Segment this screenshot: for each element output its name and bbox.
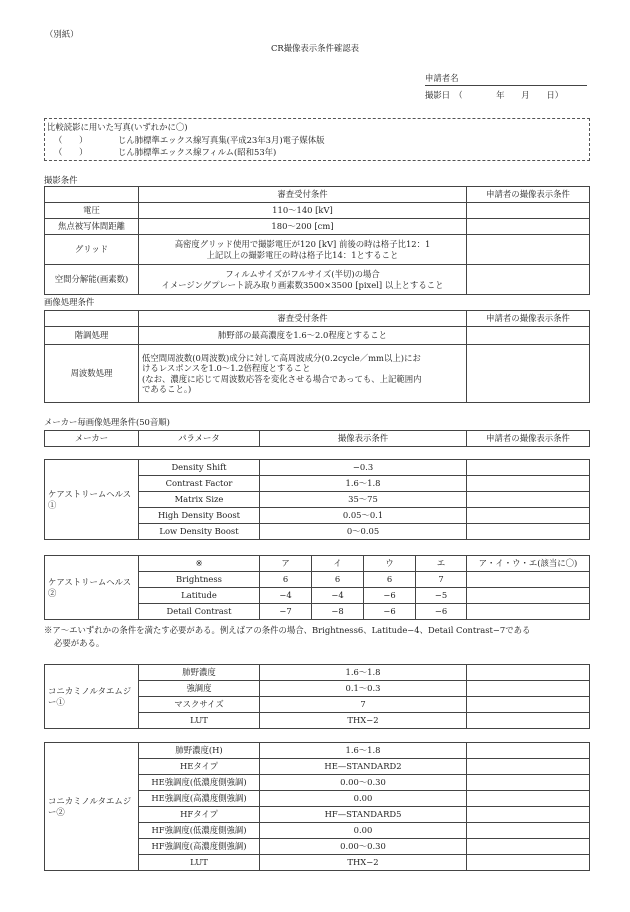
imaging-conditions-table bbox=[44, 186, 590, 295]
header-maker: メーカー bbox=[45, 431, 139, 447]
row-label: 電圧 bbox=[45, 203, 139, 219]
applicant-value-cell[interactable] bbox=[467, 524, 590, 540]
table-row bbox=[45, 460, 590, 476]
applicant-value-cell[interactable] bbox=[467, 665, 590, 681]
parameter-value: 0.00〜0.30 bbox=[260, 775, 467, 791]
parameter-name: LUT bbox=[139, 855, 260, 871]
maker-header-table bbox=[44, 430, 590, 447]
parameter-value: 1.6〜1.8 bbox=[260, 743, 467, 759]
maker-name: コニカミノルタエムジー① bbox=[45, 665, 139, 729]
applicant-name-label: 申請者名 bbox=[425, 73, 459, 83]
carestream-1-table bbox=[44, 459, 590, 540]
condition-text: 110〜140 [kV] bbox=[139, 203, 467, 219]
carestream-2-note: ※ア〜エいずれかの条件を満たす必要がある。例えばアの条件の場合、Brightness6、Latitude−4、Detail Contrast−7である bbox=[44, 625, 531, 635]
header-acceptance-condition: 審査受付条件 bbox=[139, 187, 467, 203]
table-row bbox=[45, 665, 590, 681]
header-display-condition: 撮像表示条件 bbox=[260, 431, 467, 447]
parameter-name: Latitude bbox=[139, 588, 260, 604]
table-row bbox=[45, 203, 590, 219]
applicant-value-cell[interactable] bbox=[467, 855, 590, 871]
parameter-value: 0.05〜0.1 bbox=[260, 508, 467, 524]
condition-cell bbox=[139, 345, 467, 403]
parameter-name: Contrast Factor bbox=[139, 476, 260, 492]
applicant-value-cell[interactable] bbox=[467, 572, 590, 588]
applicant-value-cell[interactable] bbox=[467, 839, 590, 855]
applicant-value-cell[interactable] bbox=[467, 697, 590, 713]
applicant-value-cell[interactable] bbox=[467, 265, 590, 295]
table-row bbox=[45, 235, 590, 265]
option-u-value: 6 bbox=[364, 572, 416, 588]
comparison-option-1-text: じん肺標準エックス線写真集(平成23年3月)電子媒体版 bbox=[118, 135, 325, 145]
header-applicant-condition: 申請者の撮像表示条件 bbox=[467, 311, 590, 327]
row-label: 階調処理 bbox=[45, 327, 139, 345]
comparison-option-1-paren: （ ） bbox=[54, 135, 88, 145]
option-i-value: −4 bbox=[312, 588, 364, 604]
applicant-value-cell[interactable] bbox=[467, 791, 590, 807]
header-note-mark: ※ bbox=[139, 556, 260, 572]
parameter-value: 1.6〜1.8 bbox=[260, 665, 467, 681]
konica-1-table bbox=[44, 664, 590, 729]
applicant-value-cell[interactable] bbox=[467, 823, 590, 839]
header-blank bbox=[45, 187, 139, 203]
parameter-name: Detail Contrast bbox=[139, 604, 260, 620]
option-i-value: 6 bbox=[312, 572, 364, 588]
comparison-option-2-paren: （ ） bbox=[54, 147, 88, 157]
parameter-name: HE強調度(高濃度側強調) bbox=[139, 791, 260, 807]
parameter-name: LUT bbox=[139, 713, 260, 729]
maker-section-title: メーカー毎画像処理条件(50音順) bbox=[44, 417, 170, 427]
parameter-value: −0.3 bbox=[260, 460, 467, 476]
applicant-value-cell[interactable] bbox=[467, 203, 590, 219]
parameter-name: Matrix Size bbox=[139, 492, 260, 508]
row-label: 空間分解能(画素数) bbox=[45, 265, 139, 295]
table-row bbox=[45, 265, 590, 295]
applicant-value-cell[interactable] bbox=[467, 327, 590, 345]
parameter-value: 35〜75 bbox=[260, 492, 467, 508]
parameter-name: Density Shift bbox=[139, 460, 260, 476]
condition-line: であること。) bbox=[142, 384, 192, 394]
parameter-value: 0.00 bbox=[260, 791, 467, 807]
table-header-row bbox=[45, 311, 590, 327]
parameter-value: 7 bbox=[260, 697, 467, 713]
applicant-value-cell[interactable] bbox=[467, 759, 590, 775]
applicant-value-cell[interactable] bbox=[467, 476, 590, 492]
carestream-2-note-continued: 必要がある。 bbox=[54, 638, 105, 648]
parameter-name: 肺野濃度 bbox=[139, 665, 260, 681]
parameter-value: HE—STANDARD2 bbox=[260, 759, 467, 775]
header-applicant-condition: 申請者の撮像表示条件 bbox=[467, 431, 590, 447]
parameter-value: THX−2 bbox=[260, 855, 467, 871]
option-e-value: 7 bbox=[416, 572, 467, 588]
parameter-value: THX−2 bbox=[260, 713, 467, 729]
maker-name: ケアストリームヘルス② bbox=[45, 556, 139, 620]
capture-date-label: 撮影日 （ 年 月 日） bbox=[425, 90, 564, 100]
condition-text: 180〜200 [cm] bbox=[139, 219, 467, 235]
table-row bbox=[45, 743, 590, 759]
processing-conditions-table bbox=[44, 310, 590, 403]
table-row bbox=[45, 327, 590, 345]
page-title: CR撮像表示条件確認表 bbox=[270, 43, 360, 53]
attachment-label: （別紙） bbox=[45, 29, 79, 39]
header-acceptance-condition: 審査受付条件 bbox=[139, 311, 467, 327]
maker-name: ケアストリームヘルス① bbox=[45, 460, 139, 540]
applicant-name-field bbox=[425, 72, 587, 86]
condition-cell bbox=[139, 235, 467, 265]
comparison-option-2-text: じん肺標準エックス線フィルム(昭和53年) bbox=[118, 147, 277, 157]
header-option-select: ア・イ・ウ・エ(該当に〇) bbox=[467, 556, 590, 572]
condition-line: イメージングプレート読み取り画素数3500×3500 [pixel] 以上とすること bbox=[161, 279, 444, 290]
option-a-value: −7 bbox=[260, 604, 312, 620]
applicant-value-cell[interactable] bbox=[467, 743, 590, 759]
condition-line: 高密度グリッド使用で撮影電圧が120 [kV] 前後の時は格子比12：1 bbox=[174, 239, 431, 249]
applicant-value-cell[interactable] bbox=[467, 775, 590, 791]
parameter-value: 0.1〜0.3 bbox=[260, 681, 467, 697]
header-parameter: パラメータ bbox=[139, 431, 260, 447]
applicant-value-cell[interactable] bbox=[467, 807, 590, 823]
parameter-value: 1.6〜1.8 bbox=[260, 476, 467, 492]
header-option-e: エ bbox=[416, 556, 467, 572]
applicant-value-cell[interactable] bbox=[467, 588, 590, 604]
parameter-value: 0.00〜0.30 bbox=[260, 839, 467, 855]
imaging-section-title: 撮影条件 bbox=[44, 175, 78, 185]
applicant-value-cell[interactable] bbox=[467, 508, 590, 524]
parameter-name: HF強調度(低濃度側強調) bbox=[139, 823, 260, 839]
row-label: グリッド bbox=[45, 235, 139, 265]
comparison-heading: 比較読影に用いた写真(いずれかに〇) bbox=[47, 122, 188, 132]
condition-cell bbox=[139, 265, 467, 295]
carestream-2-table bbox=[44, 555, 590, 620]
maker-name: コニカミノルタエムジー② bbox=[45, 743, 139, 871]
applicant-value-cell[interactable] bbox=[467, 713, 590, 729]
option-a-value: 6 bbox=[260, 572, 312, 588]
parameter-name: HF強調度(高濃度側強調) bbox=[139, 839, 260, 855]
applicant-value-cell[interactable] bbox=[467, 492, 590, 508]
applicant-value-cell[interactable] bbox=[467, 345, 590, 403]
option-a-value: −4 bbox=[260, 588, 312, 604]
condition-line: フィルムサイズがフルサイズ(半切)の場合 bbox=[225, 269, 380, 279]
table-row bbox=[45, 219, 590, 235]
parameter-name: HE強調度(低濃度側強調) bbox=[139, 775, 260, 791]
table-row bbox=[45, 345, 590, 403]
applicant-value-cell[interactable] bbox=[467, 219, 590, 235]
table-header-row bbox=[45, 431, 590, 447]
condition-line: 上記以上の撮影電圧の時は格子比14：1とすること bbox=[206, 249, 399, 260]
option-i-value: −8 bbox=[312, 604, 364, 620]
parameter-name: Brightness bbox=[139, 572, 260, 588]
option-u-value: −6 bbox=[364, 604, 416, 620]
konica-2-table bbox=[44, 742, 590, 871]
parameter-name: High Density Boost bbox=[139, 508, 260, 524]
condition-line: (なお、濃度に応じて周波数応答を変化させる場合であっても、上記範囲内 bbox=[142, 373, 422, 384]
header-blank bbox=[45, 311, 139, 327]
condition-line: けるレスポンスを1.0〜1.2倍程度とすること bbox=[142, 363, 311, 373]
applicant-value-cell[interactable] bbox=[467, 681, 590, 697]
header-option-u: ウ bbox=[364, 556, 416, 572]
applicant-value-cell[interactable] bbox=[467, 235, 590, 265]
parameter-name: HFタイプ bbox=[139, 807, 260, 823]
parameter-name: Low Density Boost bbox=[139, 524, 260, 540]
header-option-a: ア bbox=[260, 556, 312, 572]
row-label: 周波数処理 bbox=[45, 345, 139, 403]
option-e-value: −5 bbox=[416, 588, 467, 604]
applicant-value-cell[interactable] bbox=[467, 460, 590, 476]
header-applicant-condition: 申請者の撮像表示条件 bbox=[467, 187, 590, 203]
processing-section-title: 画像処理条件 bbox=[44, 297, 95, 307]
applicant-value-cell[interactable] bbox=[467, 604, 590, 620]
parameter-name: 肺野濃度(H) bbox=[139, 743, 260, 759]
condition-text: 肺野部の最高濃度を1.6〜2.0程度とすること bbox=[139, 327, 467, 345]
parameter-name: HEタイプ bbox=[139, 759, 260, 775]
option-u-value: −6 bbox=[364, 588, 416, 604]
parameter-name: マスクサイズ bbox=[139, 697, 260, 713]
parameter-value: 0〜0.05 bbox=[260, 524, 467, 540]
option-e-value: −6 bbox=[416, 604, 467, 620]
table-header-row bbox=[45, 556, 590, 572]
table-header-row bbox=[45, 187, 590, 203]
row-label: 焦点被写体間距離 bbox=[45, 219, 139, 235]
parameter-value: HF—STANDARD5 bbox=[260, 807, 467, 823]
header-option-i: イ bbox=[312, 556, 364, 572]
condition-line: 低空間周波数(0周波数)成分に対して高周波成分(0.2cycle／mm以上)にお bbox=[142, 352, 421, 363]
parameter-value: 0.00 bbox=[260, 823, 467, 839]
parameter-name: 強調度 bbox=[139, 681, 260, 697]
